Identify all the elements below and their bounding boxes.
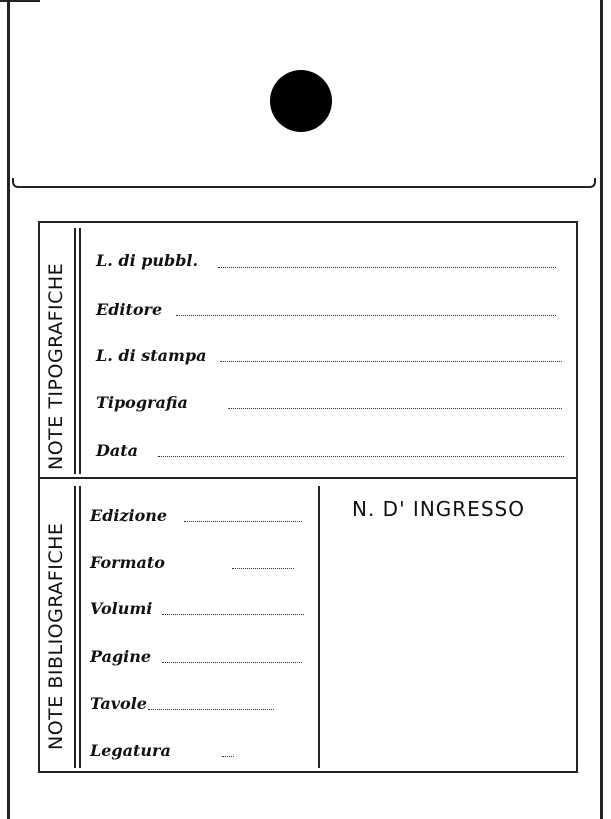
fill-line[interactable] <box>218 267 556 268</box>
side-rule-top-2 <box>79 228 81 474</box>
fill-line[interactable] <box>184 521 302 522</box>
ingresso-divider <box>318 486 320 768</box>
fill-line[interactable] <box>220 361 562 362</box>
fill-line[interactable] <box>162 662 302 663</box>
field-luogo-stampa: L. di stampa <box>96 346 207 365</box>
section-label-bibliografiche: NOTE BIBLIOGRAFICHE <box>45 522 67 750</box>
ingresso-label: N. D' INGRESSO <box>352 497 525 521</box>
side-rule-top-1 <box>74 228 76 474</box>
field-volumi: Volumi <box>90 599 153 618</box>
field-edizione: Edizione <box>90 506 168 525</box>
top-edge-line <box>0 0 40 2</box>
punch-hole <box>270 70 332 132</box>
field-legatura: Legatura <box>90 741 171 760</box>
fill-line[interactable] <box>162 614 304 615</box>
fill-line[interactable] <box>232 568 294 569</box>
field-pagine: Pagine <box>90 647 152 666</box>
fill-line[interactable] <box>148 709 274 710</box>
fill-line[interactable] <box>158 456 564 457</box>
fill-line[interactable] <box>222 756 234 757</box>
field-tipografia: Tipografia <box>96 393 188 412</box>
field-tavole: Tavole <box>90 694 147 713</box>
field-formato: Formato <box>90 553 165 572</box>
envelope-flap <box>12 178 596 188</box>
field-data: Data <box>96 441 138 460</box>
field-luogo-pubblicazione: L. di pubbl. <box>96 251 199 270</box>
section-divider <box>40 477 576 479</box>
side-rule-bottom-2 <box>79 486 81 768</box>
field-editore: Editore <box>96 300 163 319</box>
fill-line[interactable] <box>176 315 556 316</box>
fill-line[interactable] <box>228 408 562 409</box>
section-label-tipografiche: NOTE TIPOGRAFICHE <box>45 262 67 470</box>
left-edge-line <box>7 0 10 819</box>
side-rule-bottom-1 <box>74 486 76 768</box>
right-edge-line <box>600 0 603 819</box>
